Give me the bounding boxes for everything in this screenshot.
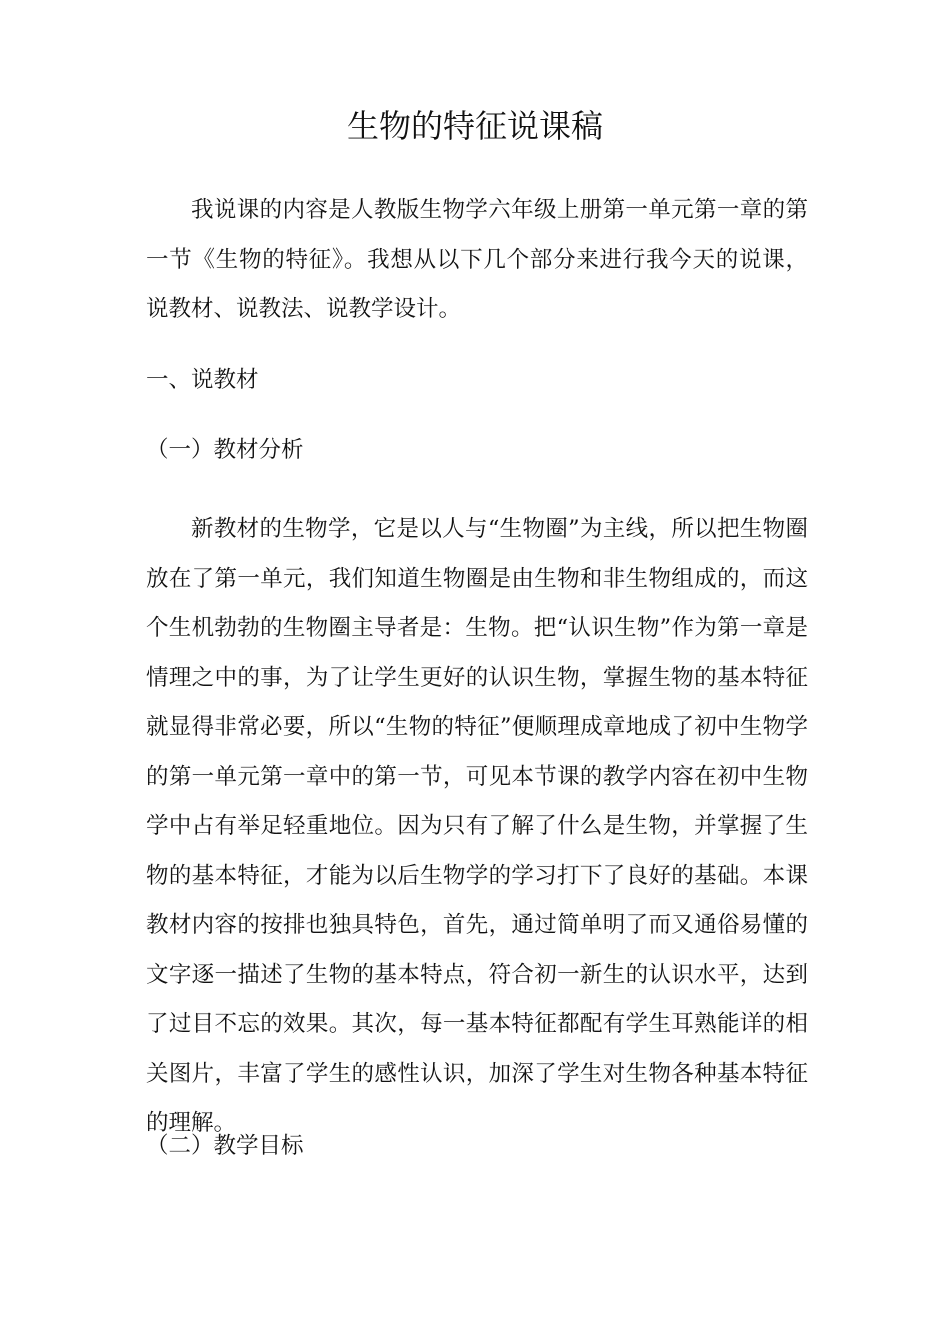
section-heading-textbook: 一、说教材	[146, 367, 259, 393]
intro-paragraph: 我说课的内容是人教版生物学六年级上册第一单元第一章的第一节《生物的特征》。我想从以下几个部分来进行我今天的说课，说教材、说教法、说教学设计。	[146, 197, 808, 322]
document-title: 生物的特征说课稿	[346, 107, 603, 145]
textbook-analysis-paragraph: 新教材的生物学，它是以人与“生物圈”为主线，所以把生物圈放在了第一单元，我们知道生物圈是由生物和非生物组成的，而这个生机勃勃的生物圈主导者是：生物。把“认识生物”作为第一章是情理之中的事，为了让学生更好的认识生物，掌握生物的基本特征就显得非常必要，所以“生物的特征”便顺理成章地成了初中生物学的第一单元第一章中的第一节，可见本节课的教学内容在初中生物学中占有举足轻重地位。因为只有了解了什么是生物，并掌握了生物的基本特征，才能为以后生物学的学习打下了良好的基础。本课教材内容的按排也独具特色，首先，通过简单明了而又通俗易懂的文字逐一描述了生物的基本特点，符合初一新生的认识水平，达到了过目不忘的效果。其次，每一基本特征都配有学生耳熟能详的相关图片，丰富了学生的感性认识，加深了学生对生物各种基本特征的理解。	[146, 516, 808, 1136]
subsection-heading-teaching-goals: （二）教学目标	[146, 1133, 304, 1159]
subsection-heading-textbook-analysis: （一）教材分析	[146, 437, 304, 463]
